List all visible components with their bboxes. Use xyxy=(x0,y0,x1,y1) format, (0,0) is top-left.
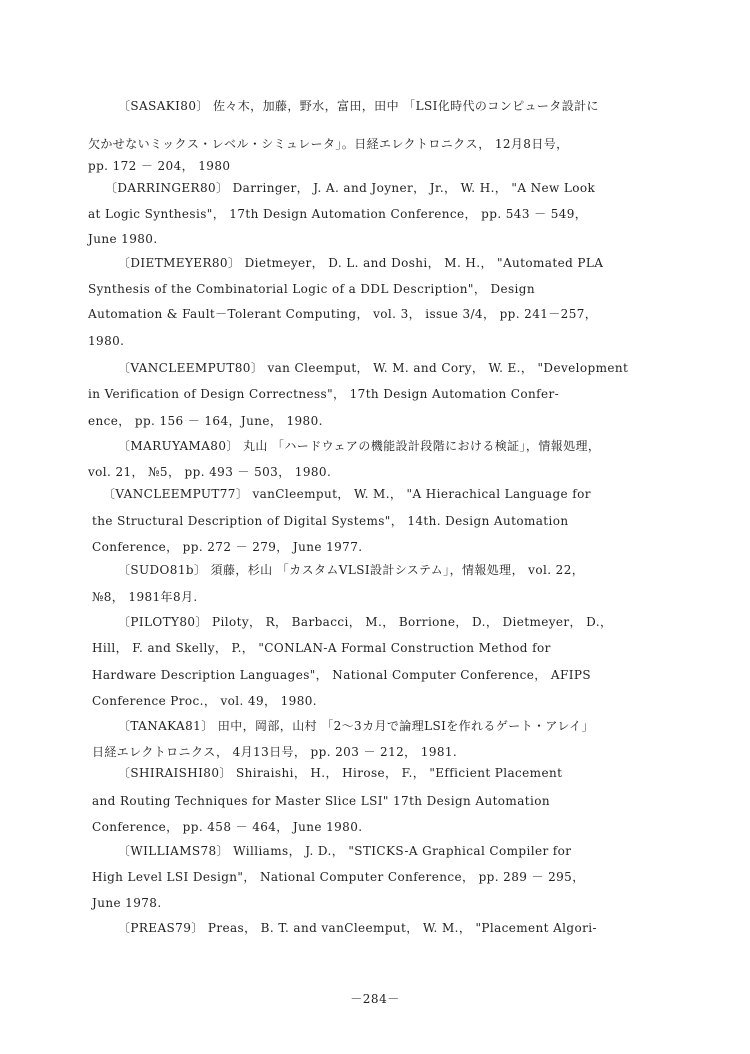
reference-line: 〔VANCLEEMPUT77〕 vanCleemput， W. M.， "A Hierachical Language for xyxy=(103,487,591,501)
reference-line: ence， pp. 156 － 164，June， 1980. xyxy=(88,414,323,428)
reference-line: 〔WILLIAMS78〕 Williams， J. D.， "STICKS-A Graphical Compiler for xyxy=(118,844,572,858)
reference-line: 〔SASAKI80〕 佐々木，加藤，野水，富田，田中 「LSI化時代のコンピュータ設計に xyxy=(118,99,599,113)
reference-line: Hill， F. and Skelly， P.， "CONLAN-A Formal Construction Method for xyxy=(92,641,551,655)
reference-line: 日経エレクトロニクス， 4月13日号， pp. 203 － 212， 1981. xyxy=(92,745,458,759)
reference-line: 〔DARRINGER80〕 Darringer， J. A. and Joyner， Jr.， W. H.， "A New Look xyxy=(105,181,596,195)
reference-line: in Verification of Design Correctness"， 17th Design Automation Confer- xyxy=(88,387,560,401)
reference-line: №8， 1981年8月. xyxy=(92,590,198,604)
reference-line: Synthesis of the Combinatorial Logic of a DDL Description"， Design xyxy=(88,282,535,296)
reference-line: and Routing Techniques for Master Slice LSI" 17th Design Automation xyxy=(92,794,550,808)
reference-line: 〔SHIRAISHI80〕 Shiraishi， H.， Hirose， F.， "Efficient Placement xyxy=(118,766,563,780)
reference-line: at Logic Synthesis"， 17th Design Automation Conference， pp. 543 － 549， xyxy=(88,207,588,221)
reference-line: 1980. xyxy=(88,334,125,348)
reference-line: 〔SUDO81b〕 須藤，杉山 「カスタムVLSI設計システム」，情報処理， vol. 22， xyxy=(118,563,585,577)
reference-line: vol. 21， №5， pp. 493 － 503， 1980. xyxy=(88,465,332,479)
reference-line: 〔MARUYAMA80〕 丸山 「ハードウェアの機能設計段階における検証」，情報処理， xyxy=(118,439,601,453)
page-number: －284－ xyxy=(350,992,400,1006)
reference-line: 欠かせないミックス・レベル・シミュレータ」。日経エレクトロニクス， 12月8日号， xyxy=(88,137,569,151)
reference-line: pp. 172 － 204， 1980 xyxy=(88,159,231,173)
reference-line: Conference， pp. 272 － 279， June 1977. xyxy=(92,540,363,554)
reference-line: Automation & Fault－Tolerant Computing， vol. 3， issue 3/4， pp. 241－257， xyxy=(88,307,598,321)
reference-line: the Structural Description of Digital Systems"， 14th. Design Automation xyxy=(92,514,569,528)
reference-line: Conference Proc.， vol. 49， 1980. xyxy=(92,694,317,708)
reference-line: Hardware Description Languages"， National Computer Conference， AFIPS xyxy=(92,668,591,682)
reference-line: 〔PILOTY80〕 Piloty， R， Barbacci， M.， Borrione， D.， Dietmeyer， D.， xyxy=(118,615,613,629)
reference-line: 〔VANCLEEMPUT80〕 van Cleemput， W. M. and Cory， W. E.， "Development xyxy=(118,361,629,375)
reference-line: Conference， pp. 458 － 464， June 1980. xyxy=(92,820,363,834)
reference-line: June 1978. xyxy=(92,896,162,910)
reference-line: High Level LSI Design"， National Computer Conference， pp. 289 － 295， xyxy=(92,870,585,884)
reference-line: 〔DIETMEYER80〕 Dietmeyer， D. L. and Doshi， M. H.， "Automated PLA xyxy=(118,256,604,270)
reference-line: 〔TANAKA81〕 田中，岡部，山村 「2～3カ月で論理LSIを作れるゲート・アレイ」 xyxy=(118,719,594,733)
reference-line: 〔PREAS79〕 Preas， B. T. and vanCleemput， W. M.， "Placement Algori- xyxy=(118,921,597,935)
reference-line: June 1980. xyxy=(88,232,158,246)
